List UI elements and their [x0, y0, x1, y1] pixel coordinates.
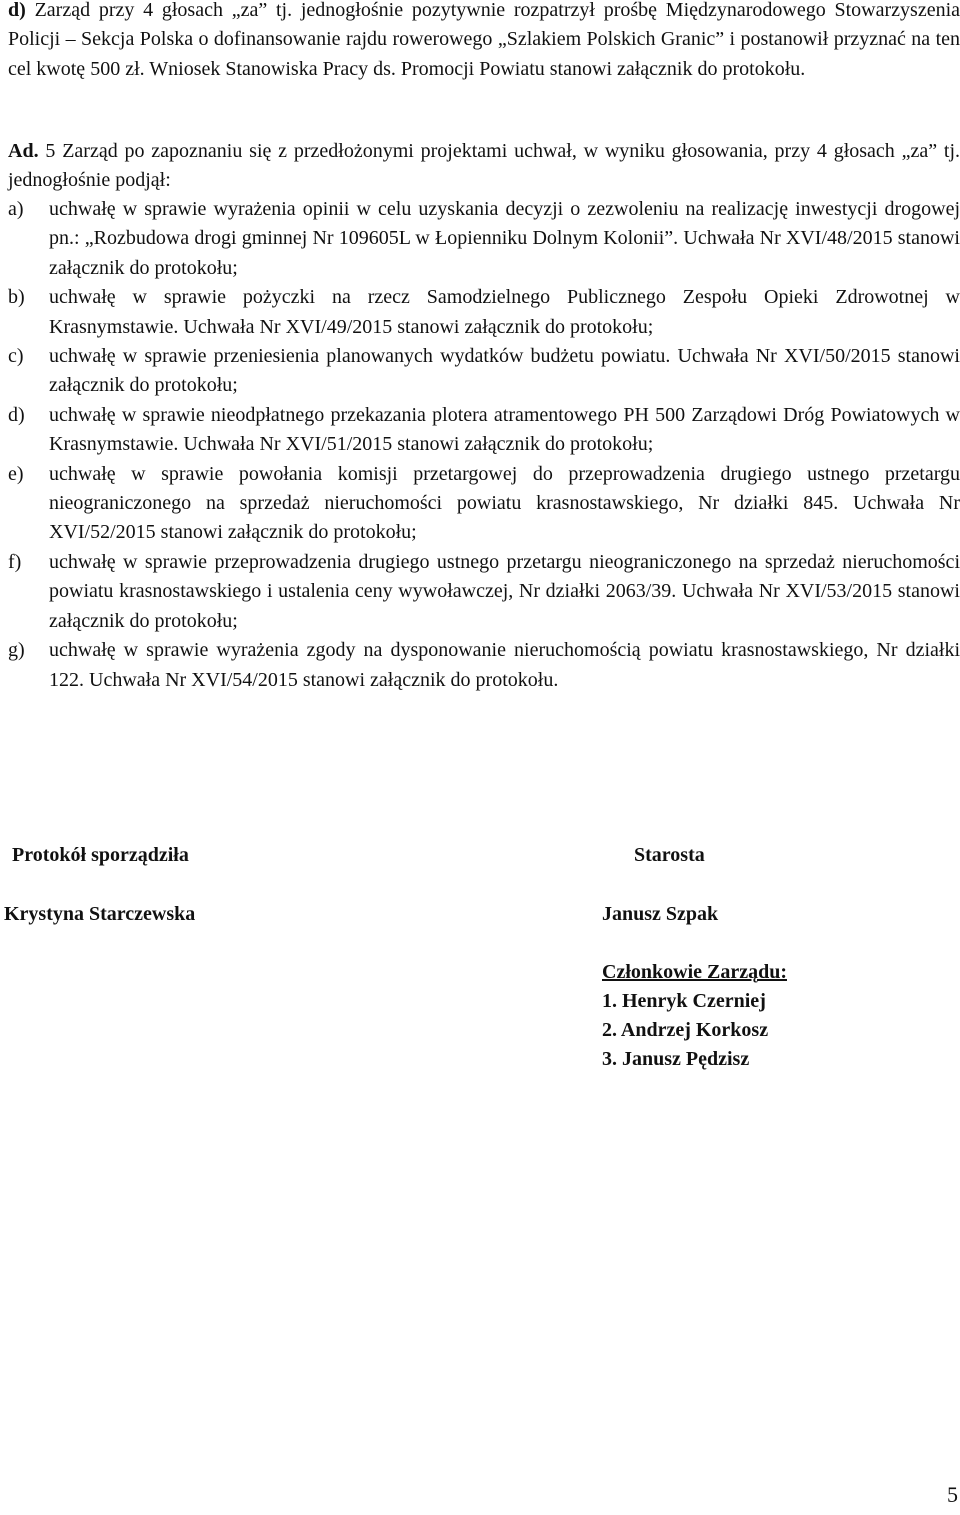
- list-item-text: uchwałę w sprawie nieodpłatnego przekazania plotera atramentowego PH 500 Zarządowi Dróg Powiatowych w Krasnymstawie. Uchwała Nr XVI/51/2015 stanowi załącznik do protokołu;: [49, 403, 960, 456]
- list-item: [8, 636, 960, 695]
- list-item: [8, 283, 960, 342]
- paragraph-lead: d): [8, 0, 26, 21]
- list-item: [8, 342, 960, 401]
- paragraph-ad5: [8, 137, 960, 196]
- list-item-text: uchwałę w sprawie pożyczki na rzecz Samodzielnego Publicznego Zespołu Opieki Zdrowotnej w Krasnymstawie. Uchwała Nr XVI/49/2015 stanowi załącznik do protokołu;: [49, 286, 960, 338]
- board-member: 1. Henryk Czerniej: [602, 990, 766, 1012]
- board-members: [602, 958, 787, 1074]
- paragraph-d: [8, 0, 960, 84]
- starosta-title: Starosta: [634, 844, 705, 866]
- page-number: 5: [947, 1482, 958, 1507]
- paragraph-lead: Ad.: [8, 140, 39, 162]
- list-item: [8, 548, 960, 636]
- paragraph-text: 5 Zarząd po zapoznaniu się z przedłożonymi projektami uchwał, w wyniku głosowania, przy 4 głosach „za” tj. jednogłośnie podjął:: [8, 140, 960, 192]
- list-item-label: a): [8, 198, 24, 220]
- list-item-text: uchwałę w sprawie przeprowadzenia drugiego ustnego przetargu nieograniczonego na sprzedaż nieruchomości powiatu krasnostawskiego i ustalenia ceny wywoławczej, Nr działki 2063/39. Uchwała Nr XVI/53/2015 stanowi załącznik do protokołu;: [49, 550, 960, 632]
- list-item-label: e): [8, 462, 24, 485]
- protocol-author-title: Protokół sporządziła: [12, 844, 189, 866]
- paragraph-text: Zarząd przy 4 głosach „za” tj. jednogłośnie pozytywnie rozpatrzył prośbę Międzynarodowego Stowarzyszenia Policji – Sekcja Polska o dofinansowanie rajdu rowerowego „Szlakiem Polskich Granic” i postanowił przyznać na ten cel kwotę 500 zł. Wniosek Stanowiska Pracy ds. Promocji Powiatu stanowi załącznik do protokołu.: [8, 0, 960, 80]
- protocol-author-name: Krystyna Starczewska: [4, 903, 196, 925]
- list-item-label: c): [8, 345, 24, 368]
- resolution-list: [8, 195, 960, 695]
- list-item-label: b): [8, 286, 25, 309]
- list-item-label: d): [8, 403, 25, 426]
- list-item: [8, 460, 960, 548]
- list-item-text: uchwałę w sprawie wyrażenia opinii w celu uzyskania decyzji o zezwoleniu na realizację inwestycji drogowej pn.: „Rozbudowa drogi gminnej Nr 109605L w Łopienniku Dolnym Kolonii”. Uchwała Nr XVI/48/2015 stanowi załącznik do protokołu;: [49, 198, 960, 279]
- board-member: 2. Andrzej Korkosz: [602, 1019, 769, 1041]
- board-members-title: Członkowie Zarządu:: [602, 961, 787, 983]
- list-item-text: uchwałę w sprawie powołania komisji przetargowej do przeprowadzenia drugiego ustnego przetargu nieograniczonego na sprzedaż nieruchomości powiatu krasnostawskiego, Nr działki 845. Uchwała Nr XVI/52/2015 stanowi załącznik do protokołu;: [49, 462, 960, 544]
- board-member: 3. Janusz Pędzisz: [602, 1048, 750, 1070]
- starosta-name: Janusz Szpak: [602, 903, 719, 925]
- list-item-label: g): [8, 639, 25, 662]
- list-item: [8, 195, 960, 283]
- list-item: [8, 401, 960, 460]
- list-item-label: f): [8, 550, 22, 573]
- list-item-text: uchwałę w sprawie przeniesienia planowanych wydatków budżetu powiatu. Uchwała Nr XVI/50/2015 stanowi załącznik do protokołu;: [49, 345, 960, 397]
- list-item-text: uchwałę w sprawie wyrażenia zgody na dysponowanie nieruchomością powiatu krasnostawskiego, Nr działki 122. Uchwała Nr XVI/54/2015 stanowi załącznik do protokołu.: [49, 639, 960, 691]
